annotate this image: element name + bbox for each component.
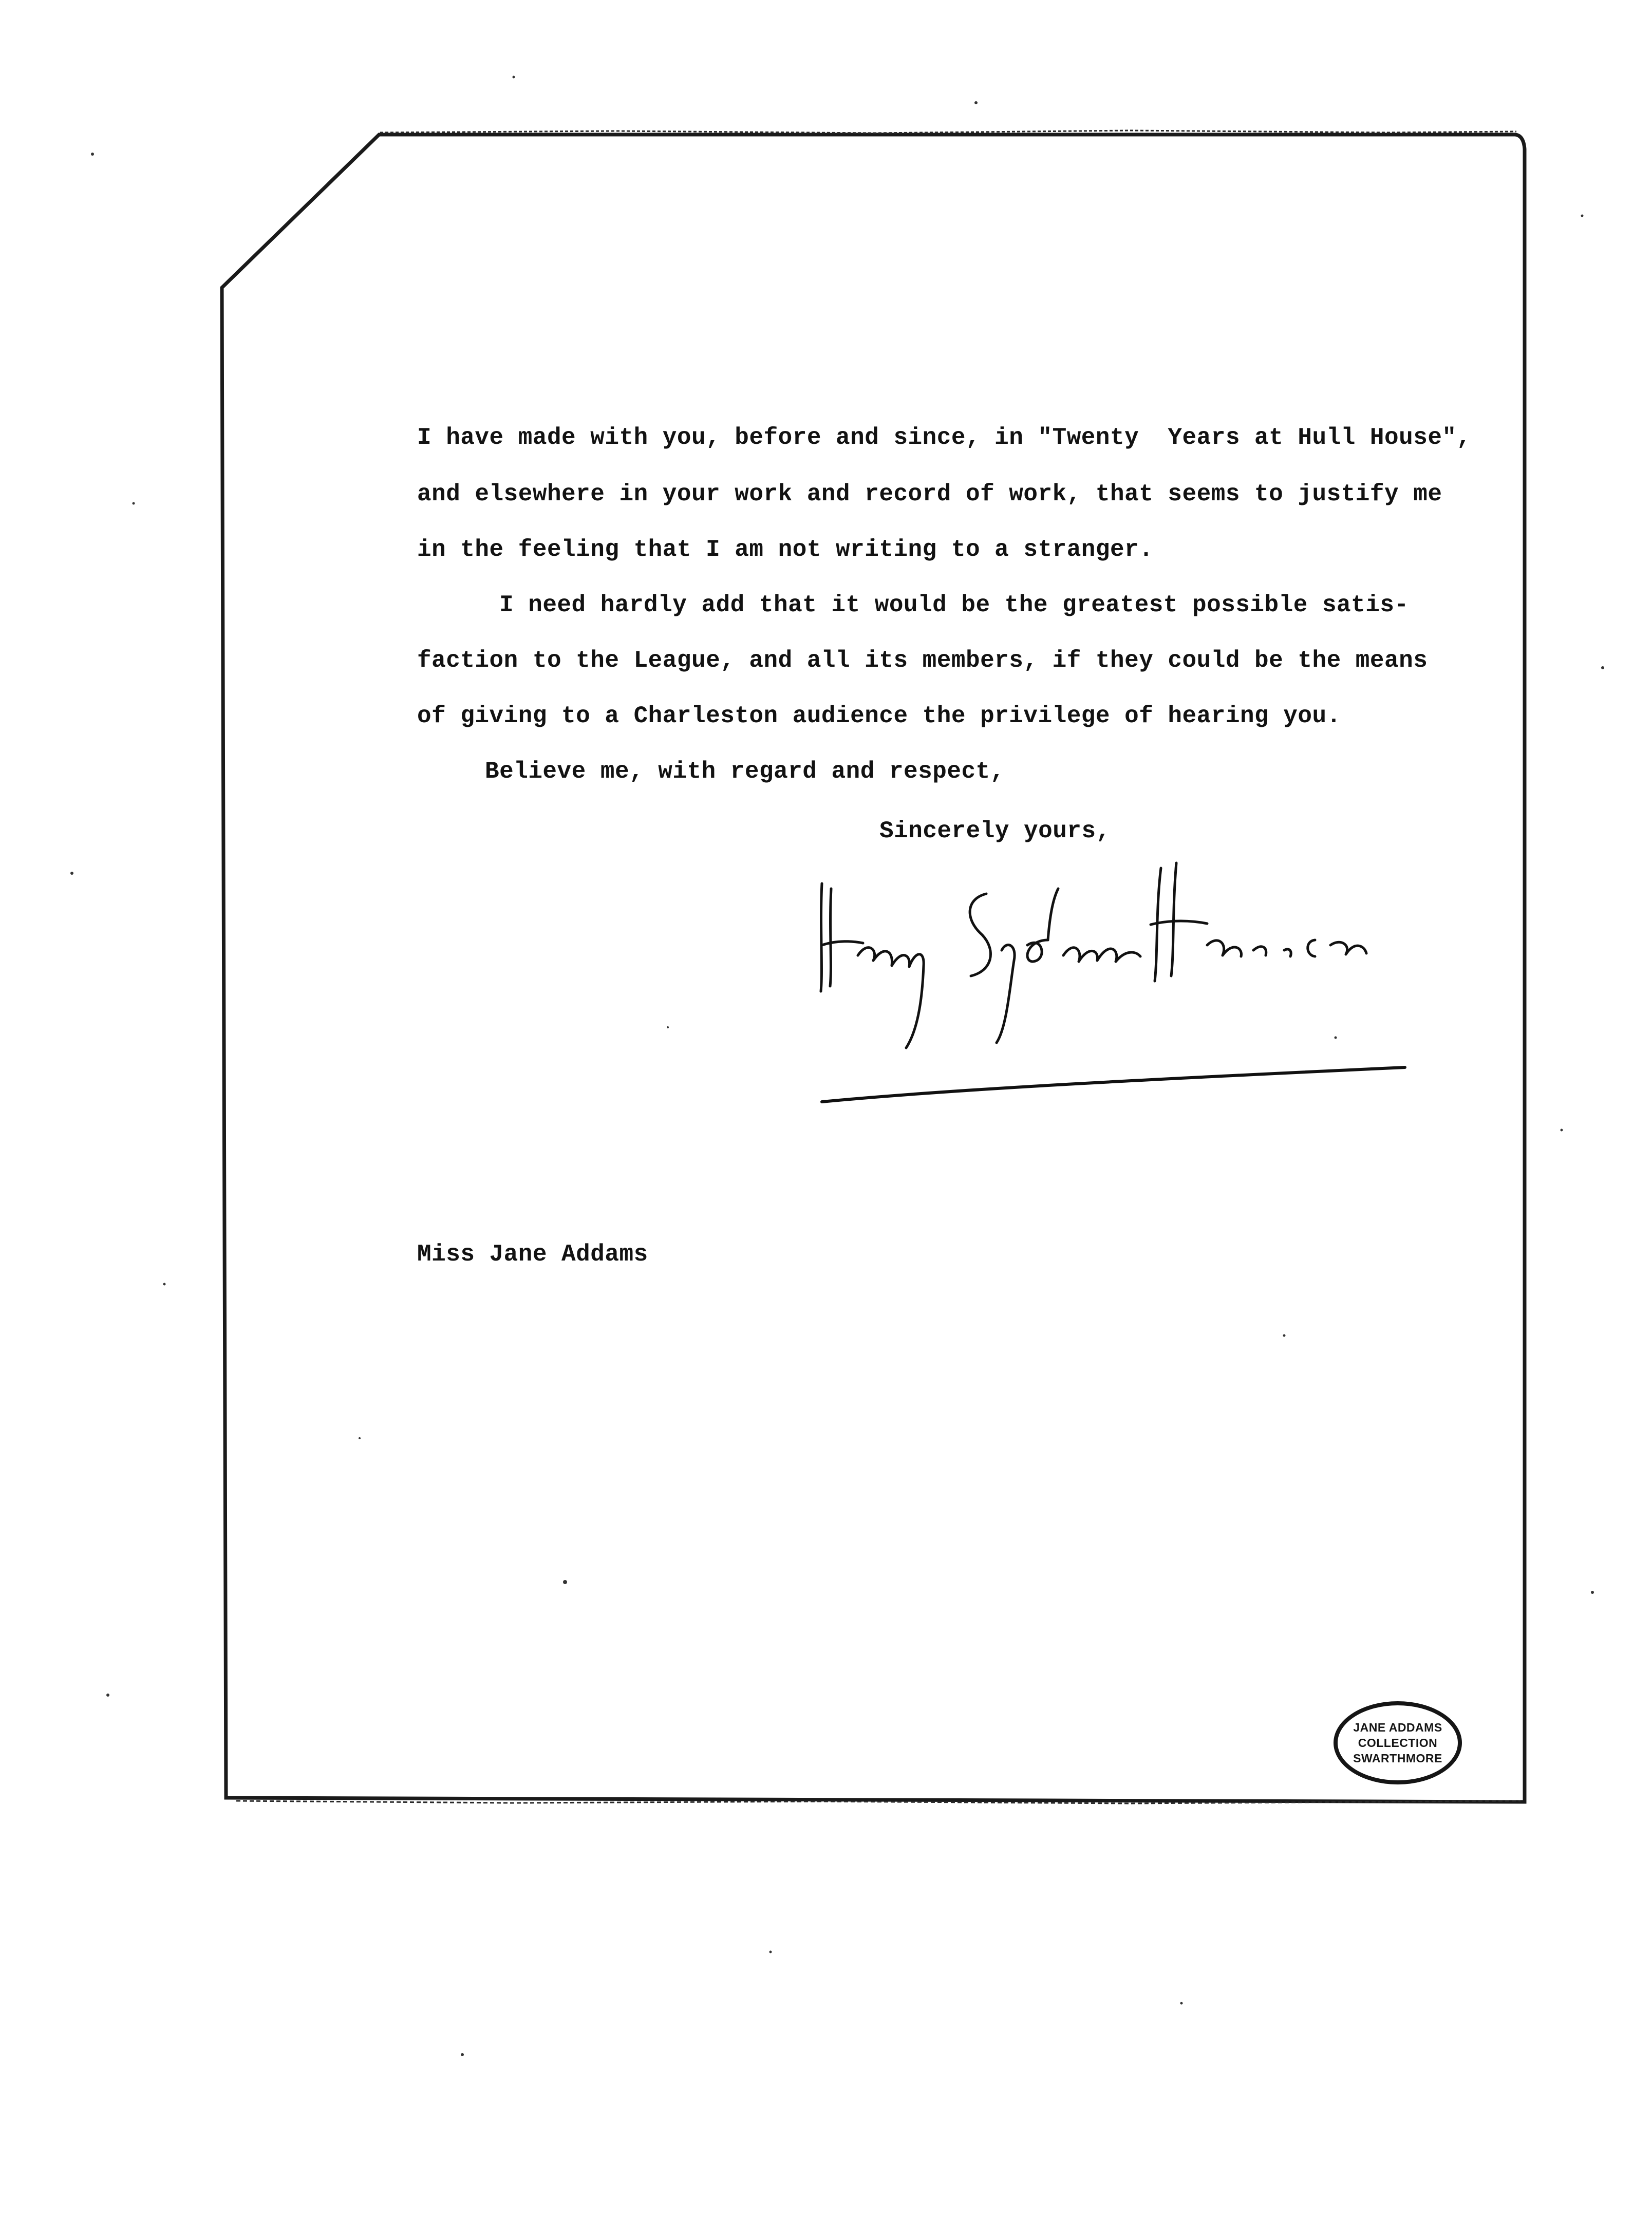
handwritten-signature	[801, 822, 1418, 1140]
body-line: in the feeling that I am not writing to a stranger.	[417, 536, 1154, 563]
stamp-line: COLLECTION	[1358, 1736, 1438, 1750]
valediction: Sincerely yours,	[879, 818, 1111, 844]
body-line: faction to the League, and all its members, if they could be the means	[417, 647, 1428, 674]
body-line: I need hardly add that it would be the greatest possible satis-	[499, 592, 1409, 618]
page-top-edge	[380, 130, 1516, 133]
stamp-line: JANE ADDAMS	[1353, 1721, 1442, 1734]
closing-line: Believe me, with regard and respect,	[485, 758, 1005, 785]
body-line: I have made with you, before and since, in "Twenty Years at Hull House",	[417, 424, 1471, 451]
recipient: Miss Jane Addams	[417, 1241, 648, 1268]
stamp-line: SWARTHMORE	[1353, 1752, 1442, 1765]
body-line: and elsewhere in your work and record of work, that seems to justify me	[417, 481, 1442, 507]
collection-stamp	[1334, 1701, 1462, 1784]
body-line: of giving to a Charleston audience the privilege of hearing you.	[417, 703, 1341, 729]
